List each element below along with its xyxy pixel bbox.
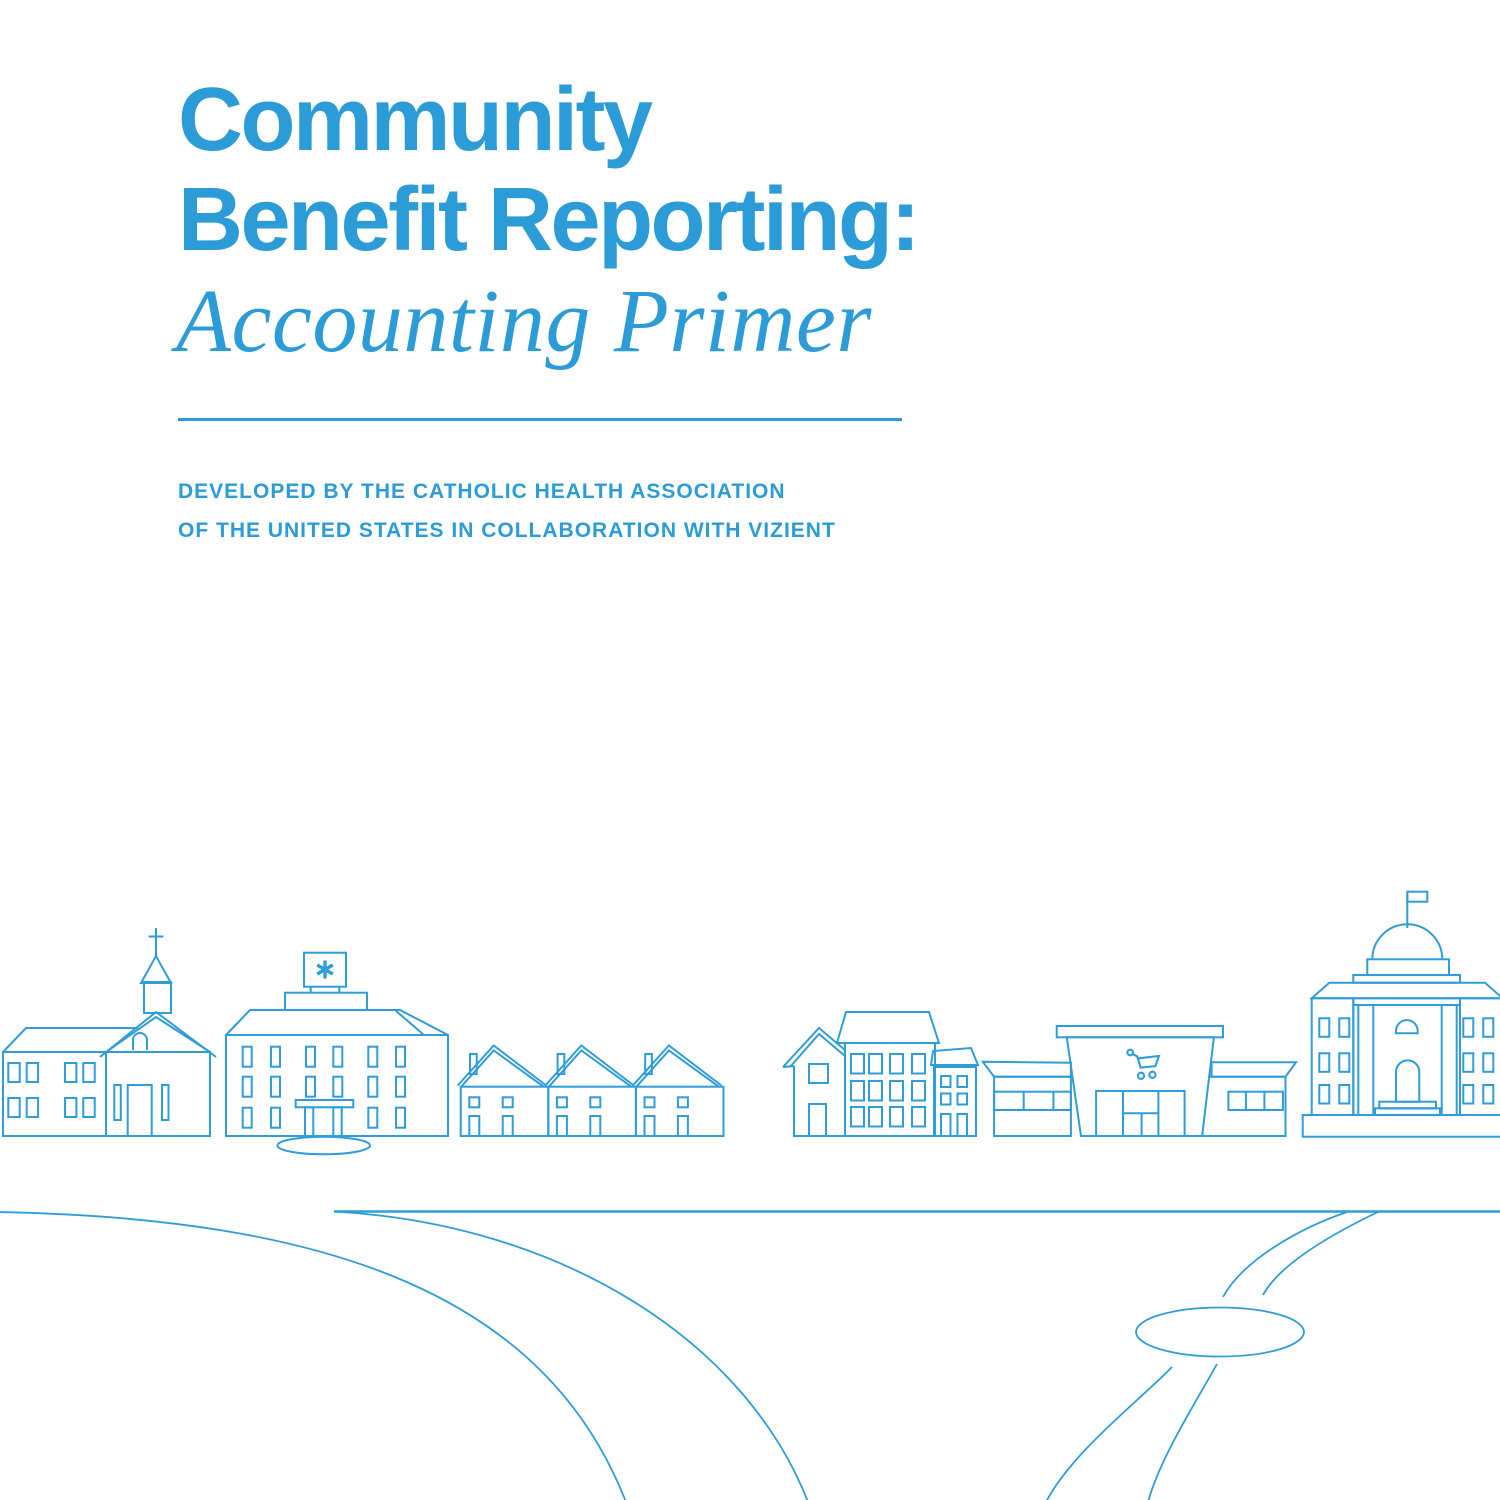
road-upper-left-edge	[1223, 1212, 1347, 1297]
hospital-illustration	[226, 953, 448, 1155]
roundabout	[1136, 1308, 1304, 1357]
government-building-illustration	[1303, 892, 1500, 1137]
family-house-illustration	[783, 1028, 845, 1136]
flag-icon	[1407, 892, 1427, 928]
roads-illustration	[0, 1212, 1500, 1500]
page-subtitle: Accounting Primer	[176, 272, 872, 371]
road-lower-right-edge	[1148, 1364, 1217, 1500]
dome	[1372, 924, 1442, 959]
apartment-building-illustration	[837, 1012, 978, 1136]
store-illustration	[983, 1026, 1296, 1136]
cross-icon	[149, 928, 164, 956]
road-lower-left-edge	[1046, 1367, 1172, 1500]
road-left-edge	[0, 1212, 626, 1500]
byline-line1: DEVELOPED BY THE CATHOLIC HEALTH ASSOCIATION	[178, 480, 786, 503]
road-right-edge	[334, 1212, 808, 1500]
title-line1: Community	[178, 70, 651, 170]
byline-line2: OF THE UNITED STATES IN COLLABORATION WITH VIZIENT	[178, 519, 836, 542]
star-of-life-icon	[317, 961, 333, 979]
apartment-windows	[851, 1054, 925, 1127]
title-line2: Benefit Reporting:	[178, 170, 918, 270]
row-houses-illustration	[458, 1046, 724, 1137]
hospital-windows	[243, 1047, 405, 1128]
church-illustration	[3, 928, 216, 1136]
road-upper-right-edge	[1263, 1212, 1378, 1295]
cart-icon	[1127, 1050, 1159, 1079]
